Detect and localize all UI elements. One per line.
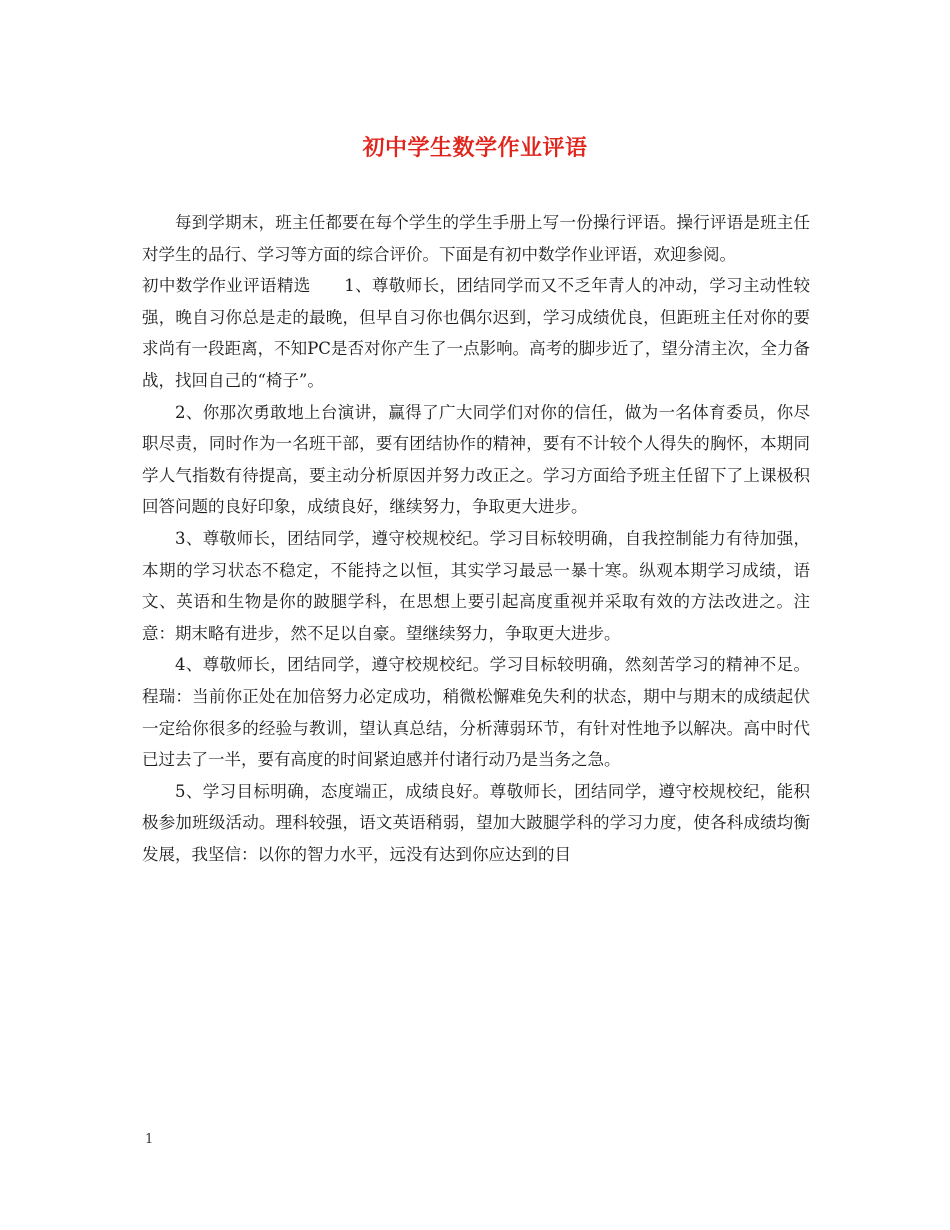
page-number: 1	[145, 1132, 154, 1147]
comment-paragraph-3: 3、尊敬师长，团结同学，遵守校规校纪。学习目标较明确，自我控制能力有待加强，本期的学习状态不稳定，不能持之以恒，其实学习最忌一暴十寒。纵观本期学习成绩，语文、英语和生物是你的跛腿学科，在思想上要引起高度重视并采取有效的方法改进之。注意：期末略有进步，然不足以自豪。望继续努力，争取更大进步。	[142, 528, 810, 643]
intro-paragraph: 每到学期末，班主任都要在每个学生的学生手册上写一份操行评语。操行评语是班主任对学生的品行、学习等方面的综合评价。下面是有初中数学作业评语，欢迎参阅。	[142, 213, 810, 264]
document-title: 初中学生数学作业评语	[362, 135, 588, 161]
document-body	[142, 207, 810, 870]
comment-paragraph-1: 初中数学作业评语精选 1、尊敬师长，团结同学而又不乏年青人的冲动，学习主动性较强，晚自习你总是走的最晚，但早自习你也偶尔迟到，学习成绩优良，但距班主任对你的要求尚有一段距离，不知PC是否对你产生了一点影响。高考的脚步近了，望分清主次，全力备战，找回自己的“椅子”。	[142, 276, 810, 390]
comment-paragraph-4: 4、尊敬师长，团结同学，遵守校规校纪。学习目标较明确，然刻苦学习的精神不足。程瑞：当前你正处在加倍努力必定成功，稍微松懈难免失利的状态，期中与期末的成绩起伏一定给你很多的经验与教训，望认真总结，分析薄弱环节，有针对性地予以解决。高中时代已过去了一半，要有高度的时间紧迫感并付诸行动乃是当务之急。	[142, 655, 810, 770]
comment-paragraph-5: 5、学习目标明确，态度端正，成绩良好。尊敬师长，团结同学，遵守校规校纪，能积极参加班级活动。理科较强，语文英语稍弱，望加大跛腿学科的学习力度，使各科成绩均衡发展，我坚信：以你的智力水平，远没有达到你应达到的目	[142, 781, 810, 864]
comment-paragraph-2: 2、你那次勇敢地上台演讲，赢得了广大同学们对你的信任，做为一名体育委员，你尽职尽责，同时作为一名班干部，要有团结协作的精神，要有不计较个人得失的胸怀，本期同学人气指数有待提高，要主动分析原因并努力改正之。学习方面给予班主任留下了上课极积回答问题的良好印象，成绩良好，继续努力，争取更大进步。	[142, 402, 810, 517]
